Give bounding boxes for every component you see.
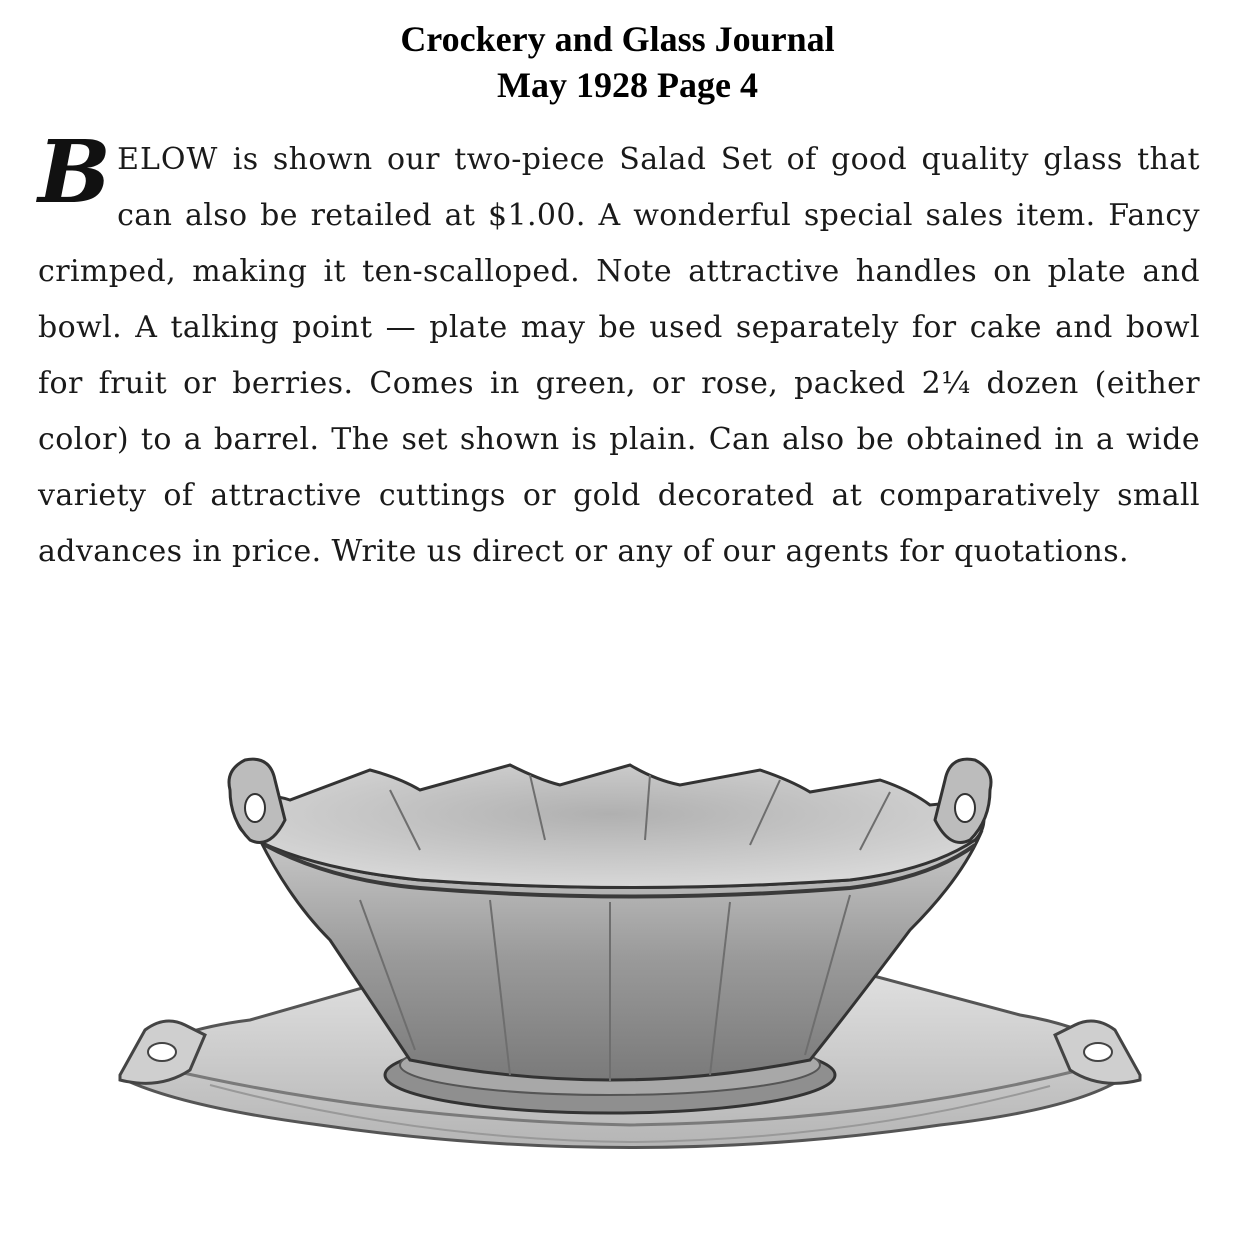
lead-caps: ELOW: [117, 142, 219, 177]
page-header: [0, 16, 1235, 108]
article-body: is shown our two-piece Salad Set of good quality glass that can also be retailed at $1.00. A wonderful special sales item. Fancy crimped, making it ten-scalloped. Note attractive handles on plate and bowl. A talking point — plate may be used separately for cake and bowl for fruit or berries. Comes in green, or rose, packed 2¼ dozen (either color) to a barrel. The set shown is plain. Can also be obtained in a wide variety of attractive cuttings or gold decorated at comparatively small advances in price. Write us direct or any of our agents for quotations.: [38, 142, 1200, 569]
journal-title: Crockery and Glass Journal: [400, 19, 835, 59]
bowl-handle-left: [229, 759, 285, 842]
article-text: [38, 122, 1200, 580]
salad-set-photo: [90, 730, 1170, 1200]
drop-cap: B: [38, 122, 112, 223]
issue-line: May 1928 Page 4: [497, 65, 758, 105]
salad-set-illustration: [90, 730, 1170, 1200]
